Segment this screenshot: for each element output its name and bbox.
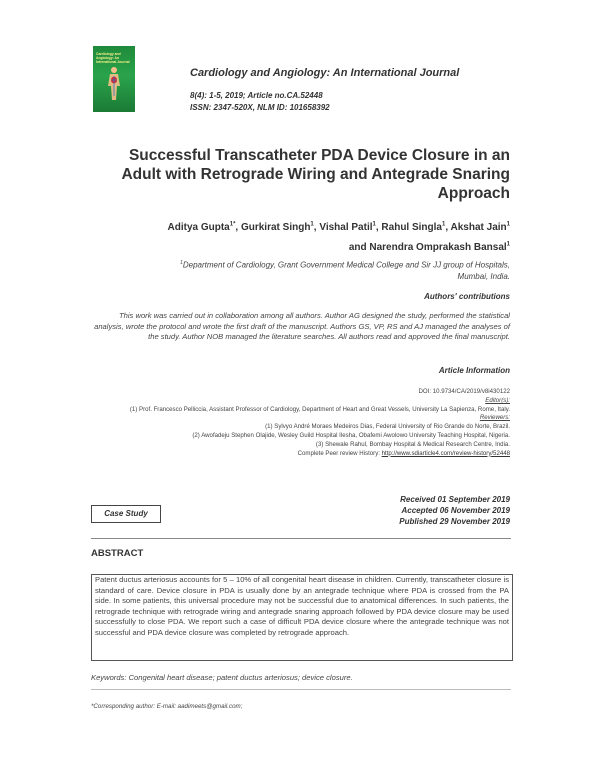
author-name[interactable]: Rahul Singla [381, 222, 442, 234]
corresponding-author: *Corresponding author: E-mail: aadimeets@gmail.com; [91, 703, 243, 710]
abstract-text: Patent ductus arteriosus accounts for 5 – 10% of all congenital heart disease in children. Currently, transcatheter closure is standard of care. Device closure in PDA is usually done by an antegrade technique where PDA is crossed from the PA side. In some patients, this universal procedure may not be successful due to anatomical differences. In such patients, the retrograde technique with retrograde wiring and antegrade snaring approach followed by PDA device closure may be used successfully to close PDA. We report such a case of difficult PDA device closure where the antegrade technique was not successful and PDA device closure was completed by retrograde approach. [91, 574, 513, 661]
author-affil-sup: 1 [372, 222, 376, 228]
date-received: Received 01 September 2019 [400, 495, 510, 504]
reviewer-item: (2) Awofadeju Stephen Olajide, Wesley Guild Hospital Ilesha, Obafemi Awolowo University Teaching Hospital, Nigeria. [192, 431, 510, 439]
contributions-heading: Authors' contributions [424, 292, 510, 301]
doi[interactable]: DOI: 10.9734/CA/2019/v8i430122 [418, 388, 510, 395]
abstract-heading: ABSTRACT [91, 548, 144, 559]
contributions-text: This work was carried out in collaboration among all authors. Author AG designed the study, performed the statistical analysis, wrote the protocol and wrote the first draft of the manuscript. Authors GS, VP, RS and AJ managed the analyses of the study. Author NOB managed the literature searches. All authors read and approved the final manuscript. [94, 311, 510, 341]
author-affil-sup: 1 [506, 222, 510, 228]
peer-review-label: Complete Peer review History: [297, 449, 382, 457]
keywords: Keywords: Congenital heart disease; patent ductus arteriosus; device closure. [91, 673, 353, 682]
volume-info: 8(4): 1-5, 2019; Article no.CA.52448 [190, 91, 323, 100]
peer-review-history [70, 450, 510, 459]
date-accepted: Accepted 06 November 2019 [401, 506, 510, 515]
author-conjunction: and [348, 241, 370, 253]
author-affil-sup: 1 [506, 241, 510, 248]
affiliation-sup: 1 [180, 260, 183, 266]
author-name[interactable]: Akshat Jain [450, 222, 507, 234]
author-separator: , [313, 222, 320, 234]
editor-item: (1) Prof. Francesco Pelliccia, Assistant Professor of Cardiology, Department of Heart and Great Vessels, University La Sapienza, Rome, Italy. [129, 405, 510, 413]
article-info-block [70, 388, 510, 458]
author-name[interactable]: Gurkirat Singh [240, 222, 311, 234]
cover-title: Cardiology and Angiology: An International Journal [96, 52, 130, 64]
author-separator: , [445, 222, 451, 234]
author-list [80, 217, 510, 256]
author-name[interactable]: Vishal Patil [319, 222, 373, 234]
author-line-2 [349, 242, 510, 253]
publication-dates [399, 494, 510, 527]
journal-cover-image [93, 46, 135, 112]
affiliation [150, 258, 510, 282]
affiliation-text: Department of Cardiology, Grant Government Medical College and Sir JJ group of Hospitals, Mumbai, India. [182, 260, 510, 281]
anatomy-figure-icon [105, 66, 123, 102]
peer-review-link[interactable]: http://www.sdiarticle4.com/review-history/52448 [381, 449, 510, 457]
divider [91, 538, 511, 539]
author-separator: , [235, 222, 241, 234]
author-affil-sup: 1* [229, 222, 236, 228]
date-published: Published 29 November 2019 [399, 517, 510, 526]
author-separator: , [375, 222, 382, 234]
reviewers-label: Reviewers: [479, 414, 510, 422]
reviewer-item: (3) Shewale Rahul, Bombay Hospital & Medical Research Centre, India. [315, 440, 510, 448]
reviewer-item: (1) Sylvyo André Moraes Medeiros Dias, Federal University of Rio Grande do Norte, Brazil. [265, 423, 510, 431]
paper-title: Successful Transcatheter PDA Device Closure in an Adult with Retrograde Wiring and Antegrade Snaring Approach [121, 147, 510, 202]
journal-name: Cardiology and Angiology: An International Journal [190, 67, 460, 79]
footnote-divider [91, 689, 511, 690]
author-name[interactable]: Narendra Omprakash Bansal [369, 241, 507, 253]
editors-label: Editor(s): [485, 396, 510, 404]
author-affil-sup: 1 [441, 222, 446, 228]
issn-info: ISSN: 2347-520X, NLM ID: 101658392 [190, 103, 330, 112]
author-name[interactable]: Aditya Gupta [167, 222, 230, 234]
author-line-1 [168, 222, 511, 233]
article-type-badge: Case Study [91, 505, 161, 523]
author-affil-sup: 1 [310, 222, 314, 228]
article-info-heading: Article Information [438, 366, 510, 375]
